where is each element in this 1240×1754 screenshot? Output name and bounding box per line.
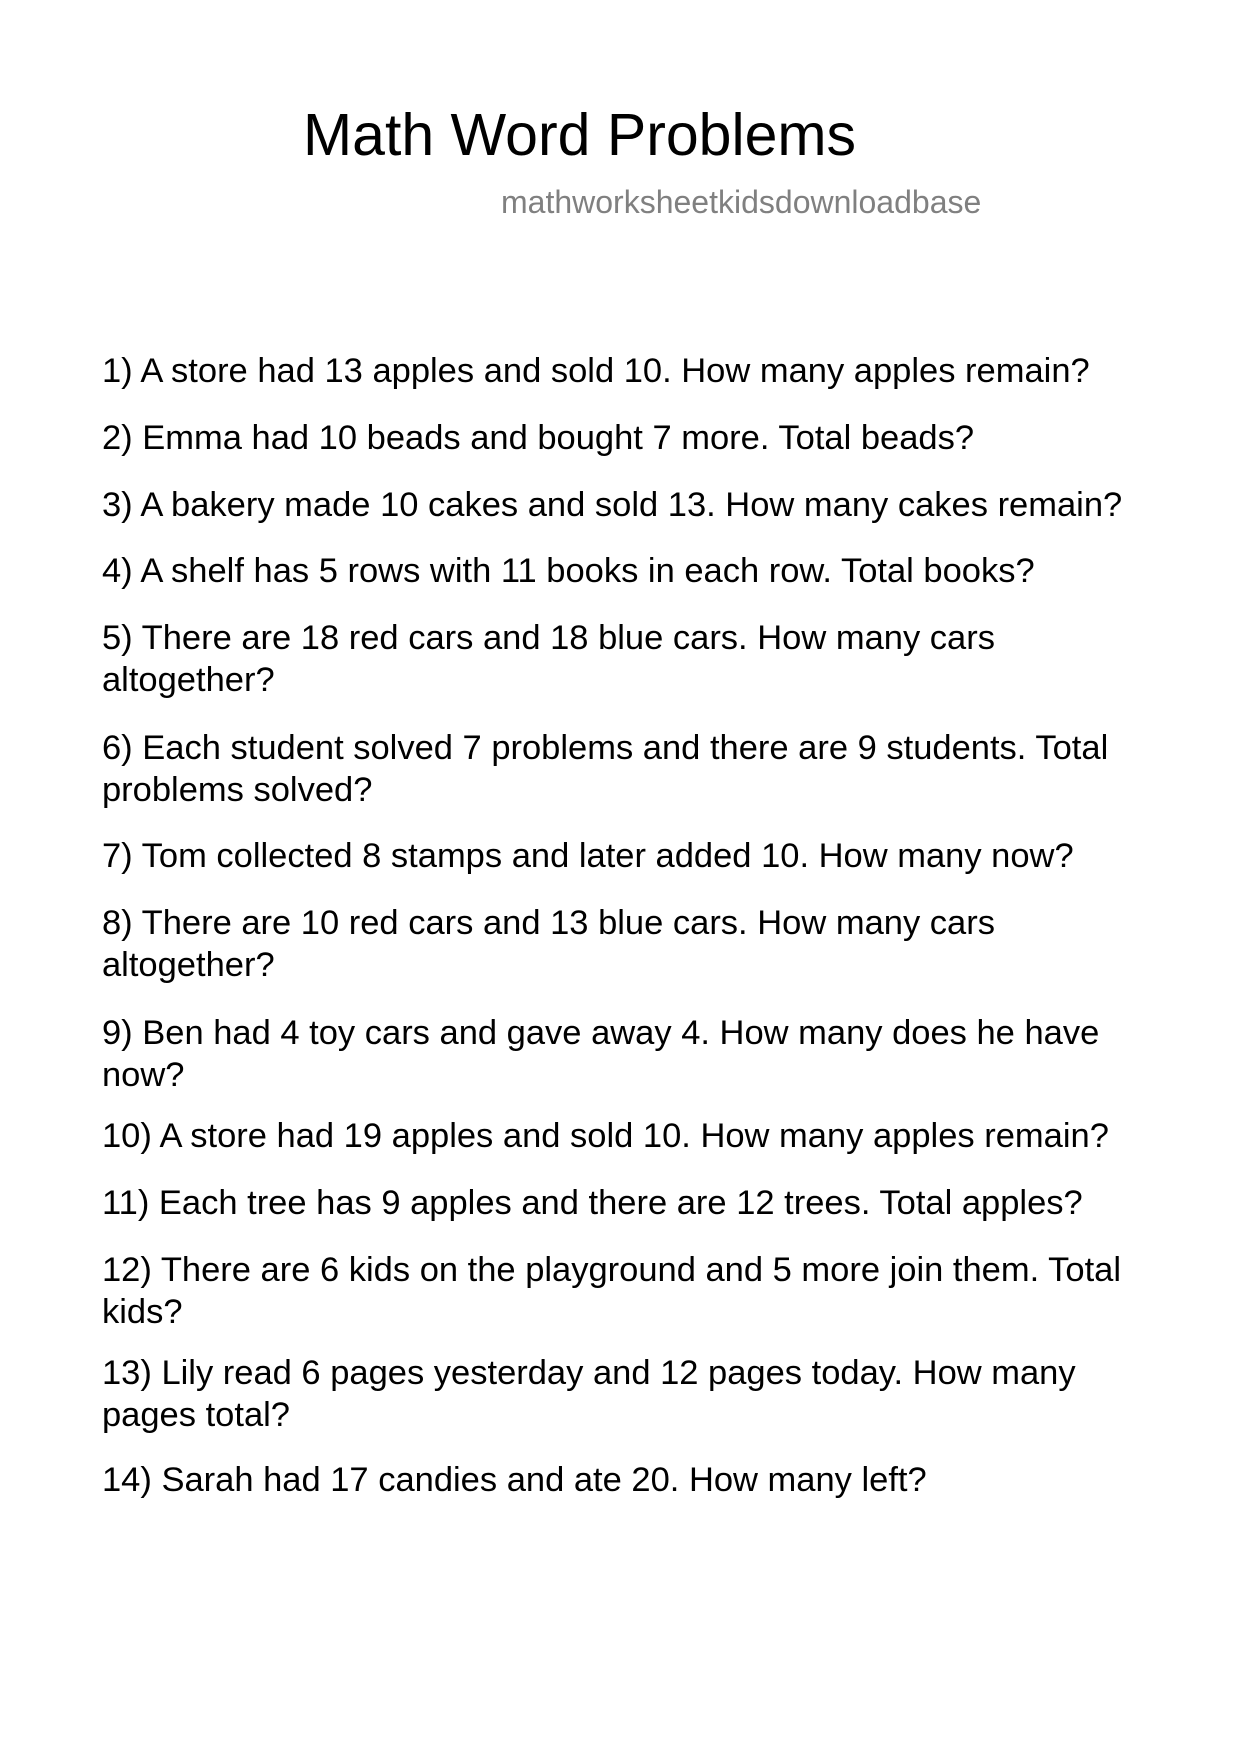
problem-text-continued: altogether? <box>102 946 275 984</box>
problem-item-7 <box>102 835 1074 877</box>
problem-item-6 <box>102 727 1108 811</box>
problem-item-8 <box>102 902 995 986</box>
problem-item-2 <box>102 417 974 459</box>
problem-item-3 <box>102 484 1122 526</box>
source-watermark: mathworksheetkidsdownloadbase <box>501 184 982 220</box>
problem-item-1 <box>102 350 1090 392</box>
problem-item-14 <box>102 1459 927 1501</box>
problem-text: 13) Lily read 6 pages yesterday and 12 pages today. How many <box>102 1354 1076 1392</box>
problem-text-continued: problems solved? <box>102 771 373 809</box>
problem-item-12 <box>102 1249 1121 1333</box>
problem-text: 5) There are 18 red cars and 18 blue cars. How many cars <box>102 619 995 657</box>
problem-text-continued: pages total? <box>102 1396 290 1434</box>
problem-item-10 <box>102 1115 1109 1157</box>
problem-text: 10) A store had 19 apples and sold 10. How many apples remain? <box>102 1117 1109 1155</box>
problem-text: 12) There are 6 kids on the playground and 5 more join them. Total <box>102 1251 1122 1289</box>
problem-text: 1) A store had 13 apples and sold 10. How many apples remain? <box>102 352 1090 390</box>
problem-text: 2) Emma had 10 beads and bought 7 more. Total beads? <box>102 419 975 457</box>
problem-item-13 <box>102 1352 1076 1436</box>
problem-text: 3) A bakery made 10 cakes and sold 13. How many cakes remain? <box>102 486 1123 524</box>
problem-text: 11) Each tree has 9 apples and there are 12 trees. Total apples? <box>102 1184 1083 1222</box>
problem-text-continued: kids? <box>102 1293 183 1331</box>
problem-item-4 <box>102 550 1035 592</box>
problem-item-11 <box>102 1182 1083 1224</box>
problem-text: 4) A shelf has 5 rows with 11 books in each row. Total books? <box>102 552 1035 590</box>
problem-item-5 <box>102 617 995 701</box>
problem-text: 7) Tom collected 8 stamps and later added 10. How many now? <box>102 837 1074 875</box>
page-title: Math Word Problems <box>303 102 857 168</box>
problem-text-continued: now? <box>102 1056 185 1094</box>
problem-text: 6) Each student solved 7 problems and there are 9 students. Total <box>102 729 1109 767</box>
problem-text-continued: altogether? <box>102 661 275 699</box>
problem-item-9 <box>102 1012 1099 1096</box>
problem-text: 14) Sarah had 17 candies and ate 20. How many left? <box>102 1461 927 1499</box>
problem-text: 9) Ben had 4 toy cars and gave away 4. How many does he have <box>102 1014 1100 1052</box>
problem-text: 8) There are 10 red cars and 13 blue cars. How many cars <box>102 904 995 942</box>
